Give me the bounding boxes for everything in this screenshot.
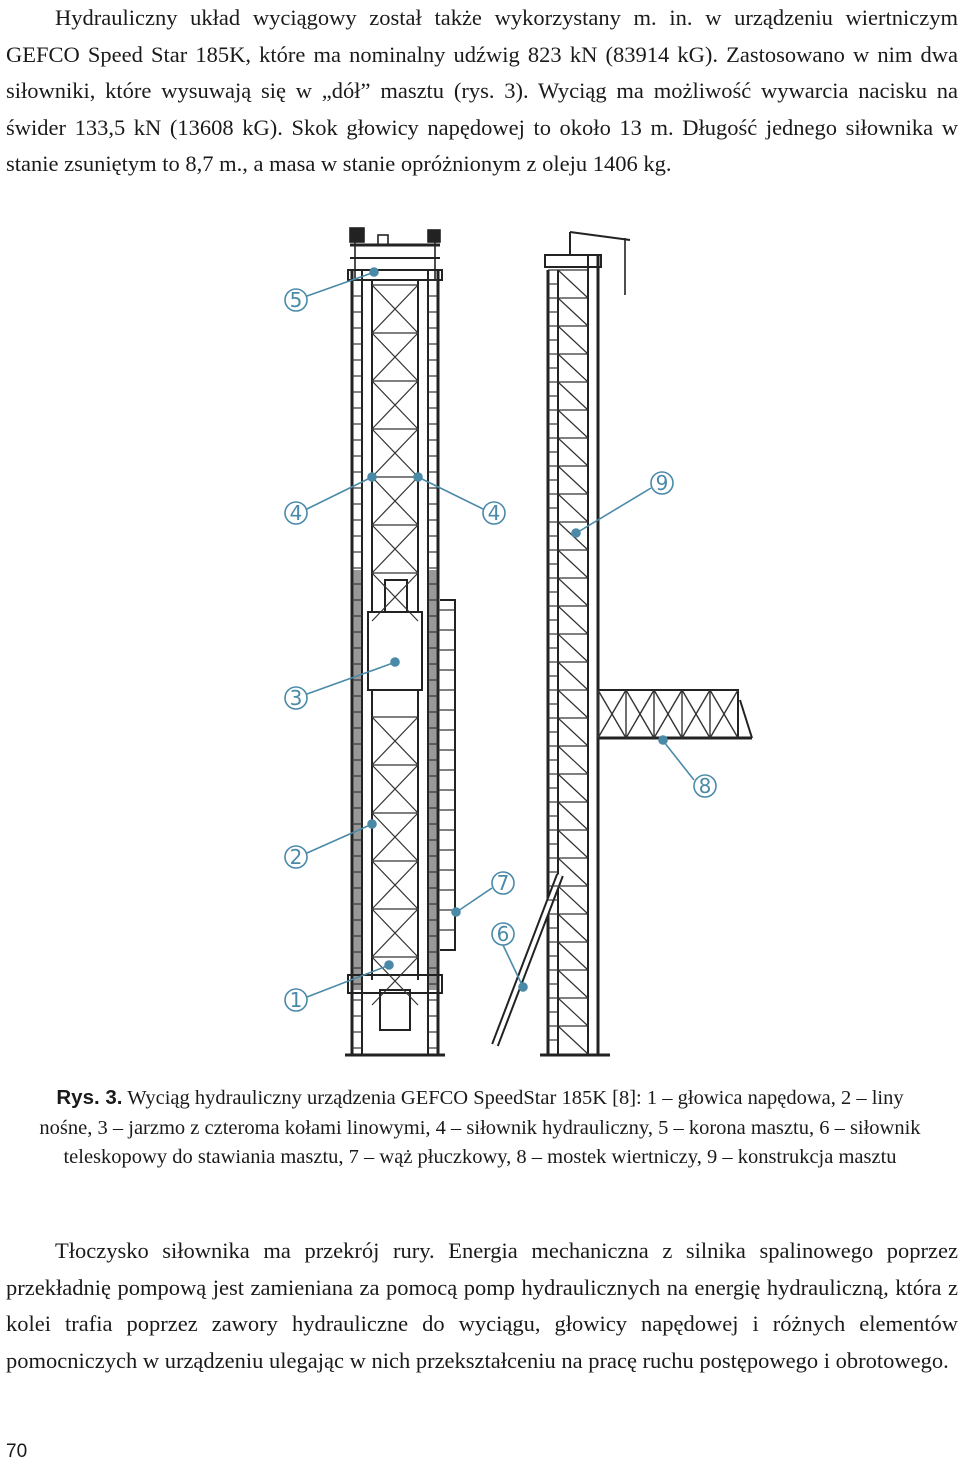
svg-text:2: 2 [289, 845, 303, 869]
figure-caption [30, 1083, 930, 1173]
svg-text:7: 7 [496, 871, 510, 895]
svg-text:8: 8 [698, 774, 712, 798]
svg-text:4: 4 [487, 501, 501, 525]
page-number: 70 [6, 1441, 28, 1462]
paragraph-intro: Hydrauliczny układ wyciągowy został także wykorzystany m. in. w urządzeniu wiertniczym GEFCO Speed Star 185K, które ma nominalny udźwig 823 kN (83914 kG). Zastosowano w nim dwa siłowniki, które wysuwają się w „dół” masztu (rys. 3). Wyciąg ma możliwość wywarcia nacisku na świder 133,5 kN (13608 kG). Skok głowicy napędowej to około 13 m. Długość jednego siłownika w stanie zsuniętym to 8,7 m., a masa w stanie opróżnionym z oleju 1406 kg. [6, 5, 958, 177]
callout-7 [452, 871, 514, 916]
paragraph-body: Tłoczysko siłownika ma przekrój rury. Energia mechaniczna z silnika spalinowego poprzez przekładnię pompową jest zamieniana za pomocą pomp hydraulicznych na energię hydrauliczną, która z kolei trafia poprzez zawory hydrauliczne do wyciągu, głowicy napędowej i różnych elementów pomocniczych w urządzeniu ulegając w nich przekształceniu na pracę ruchu postępowego i obrotowego. [6, 1238, 958, 1373]
svg-text:4: 4 [289, 501, 303, 525]
svg-text:3: 3 [289, 686, 303, 710]
svg-text:9: 9 [655, 471, 669, 495]
svg-text:6: 6 [496, 922, 510, 946]
caption-label: Rys. 3. [56, 1086, 123, 1109]
caption-text: Wyciąg hydrauliczny urządzenia GEFCO SpeedStar 185K [8]: 1 – głowica napędowa, 2 – liny nośne, 3 – jarzmo z czteroma kołami linowymi, 4 – siłownik hydrauliczny, 5 – korona masztu, 6 – siłownik teleskopowy do stawiania masztu, 7 – wąż płuczkowy, 8 – mostek wiertniczy, 9 – konstrukcja masztu [39, 1087, 921, 1168]
svg-text:1: 1 [289, 988, 303, 1012]
svg-text:5: 5 [289, 288, 303, 312]
callout-5 [285, 268, 378, 312]
callout-1 [285, 961, 393, 1012]
callout-8 [659, 736, 716, 798]
mast-side-view [495, 232, 752, 1055]
